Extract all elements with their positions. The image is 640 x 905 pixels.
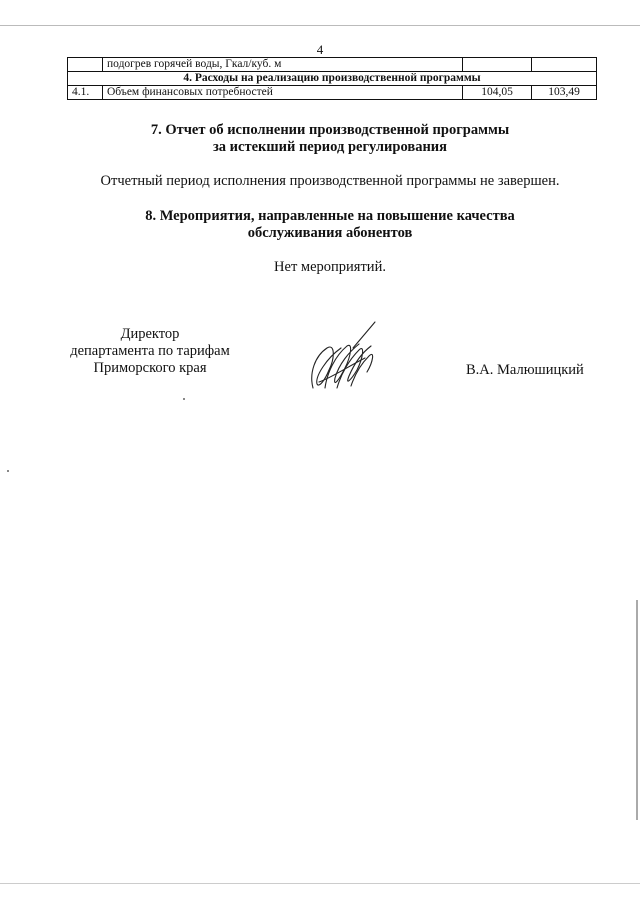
scan-speck [183, 398, 185, 400]
scan-edge-line [0, 883, 640, 884]
section8-heading-line1: 8. Мероприятия, направленные на повышение качества [145, 208, 515, 224]
section8-heading-line2: обслуживания абонентов [247, 225, 413, 241]
scan-edge-line [0, 25, 640, 26]
row-value-1: 104,05 [463, 86, 532, 100]
section7-text: Отчетный период исполнения производственной программы не завершен. [100, 173, 560, 189]
table-row [68, 58, 597, 72]
section7-heading-line1: 7. Отчет об исполнении производственной программы [150, 122, 510, 138]
signatory-title [60, 326, 240, 377]
row-value-1 [463, 58, 532, 72]
row-name: подогрев горячей воды, Гкал/куб. м [103, 58, 463, 72]
signatory-title-line3: Приморского края [93, 360, 207, 376]
scan-speck [7, 470, 9, 472]
signatory-title-line1: Директор [120, 326, 180, 342]
page-number: 4 [316, 42, 324, 57]
row-value-2 [532, 58, 597, 72]
financial-table [67, 57, 597, 100]
section8-text: Нет мероприятий. [274, 259, 386, 275]
handwritten-signature [305, 318, 385, 394]
scan-edge-line [636, 600, 638, 820]
row-number: 4.1. [68, 86, 103, 100]
section-heading: 4. Расходы на реализацию производственной программы [68, 72, 597, 86]
row-number [68, 58, 103, 72]
row-value-2: 103,49 [532, 86, 597, 100]
table-row [68, 86, 597, 100]
signatory-title-line2: департамента по тарифам [70, 343, 230, 359]
section7-heading [0, 122, 640, 156]
row-name: Объем финансовых потребностей [103, 86, 463, 100]
section8-heading [0, 208, 640, 242]
table-section-row [68, 72, 597, 86]
section7-heading-line2: за истекший период регулирования [212, 139, 448, 155]
signatory-name: В.А. Малюшицкий [466, 362, 584, 378]
